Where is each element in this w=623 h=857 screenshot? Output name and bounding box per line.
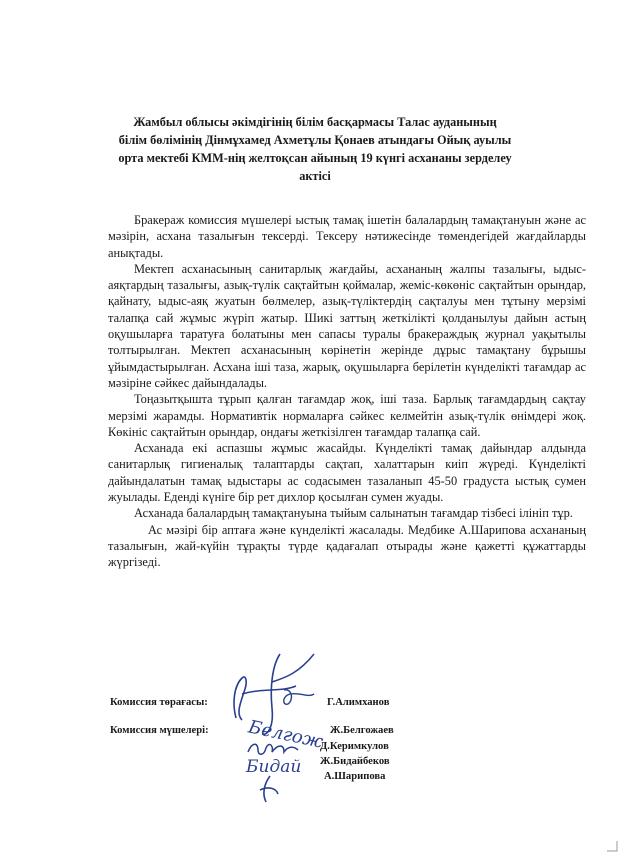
member-name: А.Шарипова xyxy=(324,771,386,782)
paragraph-cooks: Асханада екі аспазшы жұмыс жасайды. Күнделікті тамақ дайындар алдында санитарлық гигиеналық талаптарды сақтап, халаттарын киіп жүреді. Күнделікті дайындалатын тамақ ыдыстары ас содасымен тазаланып 45-50 градуста ыстық сумен жуылады. Еденді күніге бір рет дихлор қосылған сумен жуады. xyxy=(108,441,586,505)
paragraph-intro: Бракераж комиссия мүшелері ыстық тамақ ішетін балалардың тамақтануын және ас мәзірін, асхана тазалығын тексерді. Тексеру нәтижесінде төмендегідей жағдайларды анықтады. xyxy=(108,213,586,260)
title-line-1: Жамбыл облысы әкімдігінің білім басқармасы Талас ауданының xyxy=(133,115,497,129)
svg-text:Белгож: Белгож xyxy=(246,716,325,753)
chair-label: Комиссия төрағасы: xyxy=(110,697,208,708)
member-name: Ж.Белгожаев xyxy=(330,725,394,736)
chair-name: Г.Алимханов xyxy=(327,697,390,708)
title-line-2: білім бөлімінің Дінмұхамед Ахметұлы Қонаев атындағы Ойық ауылы xyxy=(118,133,512,147)
member-signature-sharipova xyxy=(250,772,290,806)
member-name: Д.Керимкулов xyxy=(320,741,389,752)
members-label: Комиссия мүшелері: xyxy=(110,725,209,736)
svg-text:Бидай: Бидай xyxy=(246,757,302,777)
paragraph-prohibited-foods: Асханада балалардың тамақтануына тыйым салынатын тағамдар тізбесі ілініп тұр. xyxy=(134,506,573,521)
paragraph-canteen-condition: Мектеп асханасының санитарлық жағдайы, асхананың жалпы тазалығы, ыдыс-аяқтардың тазалығы, азық-түлік сақтайтын қоймалар, жеміс-көкөніс сақтайтын орындар, қайнату, ыдыс-аяқ жуатын бөлмелер, азық-түліктердің сақталуы мен тұтыну мерзімі талапқа сай жұмыс жүріп жатыр. Шикі заттың жеткілікті қолданылуы дайын астың оқушыларға таратуға болатыны мен сапасы туралы бракераждық журнал уақытылы толтырылған. Мектеп асханасының көрінетін жерінде дұрыс тамақтану бұрышы ұйымдастырылған. Асхана іші таза, жарық, оқушыларға берілетін күнделікті тағамдар ас мәзіріне сәйкес дайындалады. xyxy=(108,261,586,390)
document-title xyxy=(110,113,520,185)
document-body xyxy=(108,212,586,571)
title-line-4: актісі xyxy=(299,169,331,183)
title-line-3: орта мектебі КММ-нің желтоқсан айының 19 күнгі асхананы зерделеу xyxy=(118,151,512,165)
paragraph-menu: Ас мәзірі бір аптаға және күнделікті жасалады. Медбике А.Шарипова асхананың тазалығын, жай-күйін тұрақты түрде қадағалап отырады және қажетті құжаттарды жүргізеді. xyxy=(108,522,586,570)
paragraph-refrigerator: Тоңазытқышта тұрып қалған тағамдар жоқ, іші таза. Барлық тағамдардың сақтау мерзімі жарамды. Нормативтік нормаларға сәйкес келмейтін азық-түлік өнімдері жоқ. Көкініс сақтайтын орындар, ондағы жеткізілген тағамдар талапқа сай. xyxy=(108,392,586,439)
member-name: Ж.Бидайбеков xyxy=(320,756,390,767)
page-corner-mark xyxy=(605,839,619,853)
